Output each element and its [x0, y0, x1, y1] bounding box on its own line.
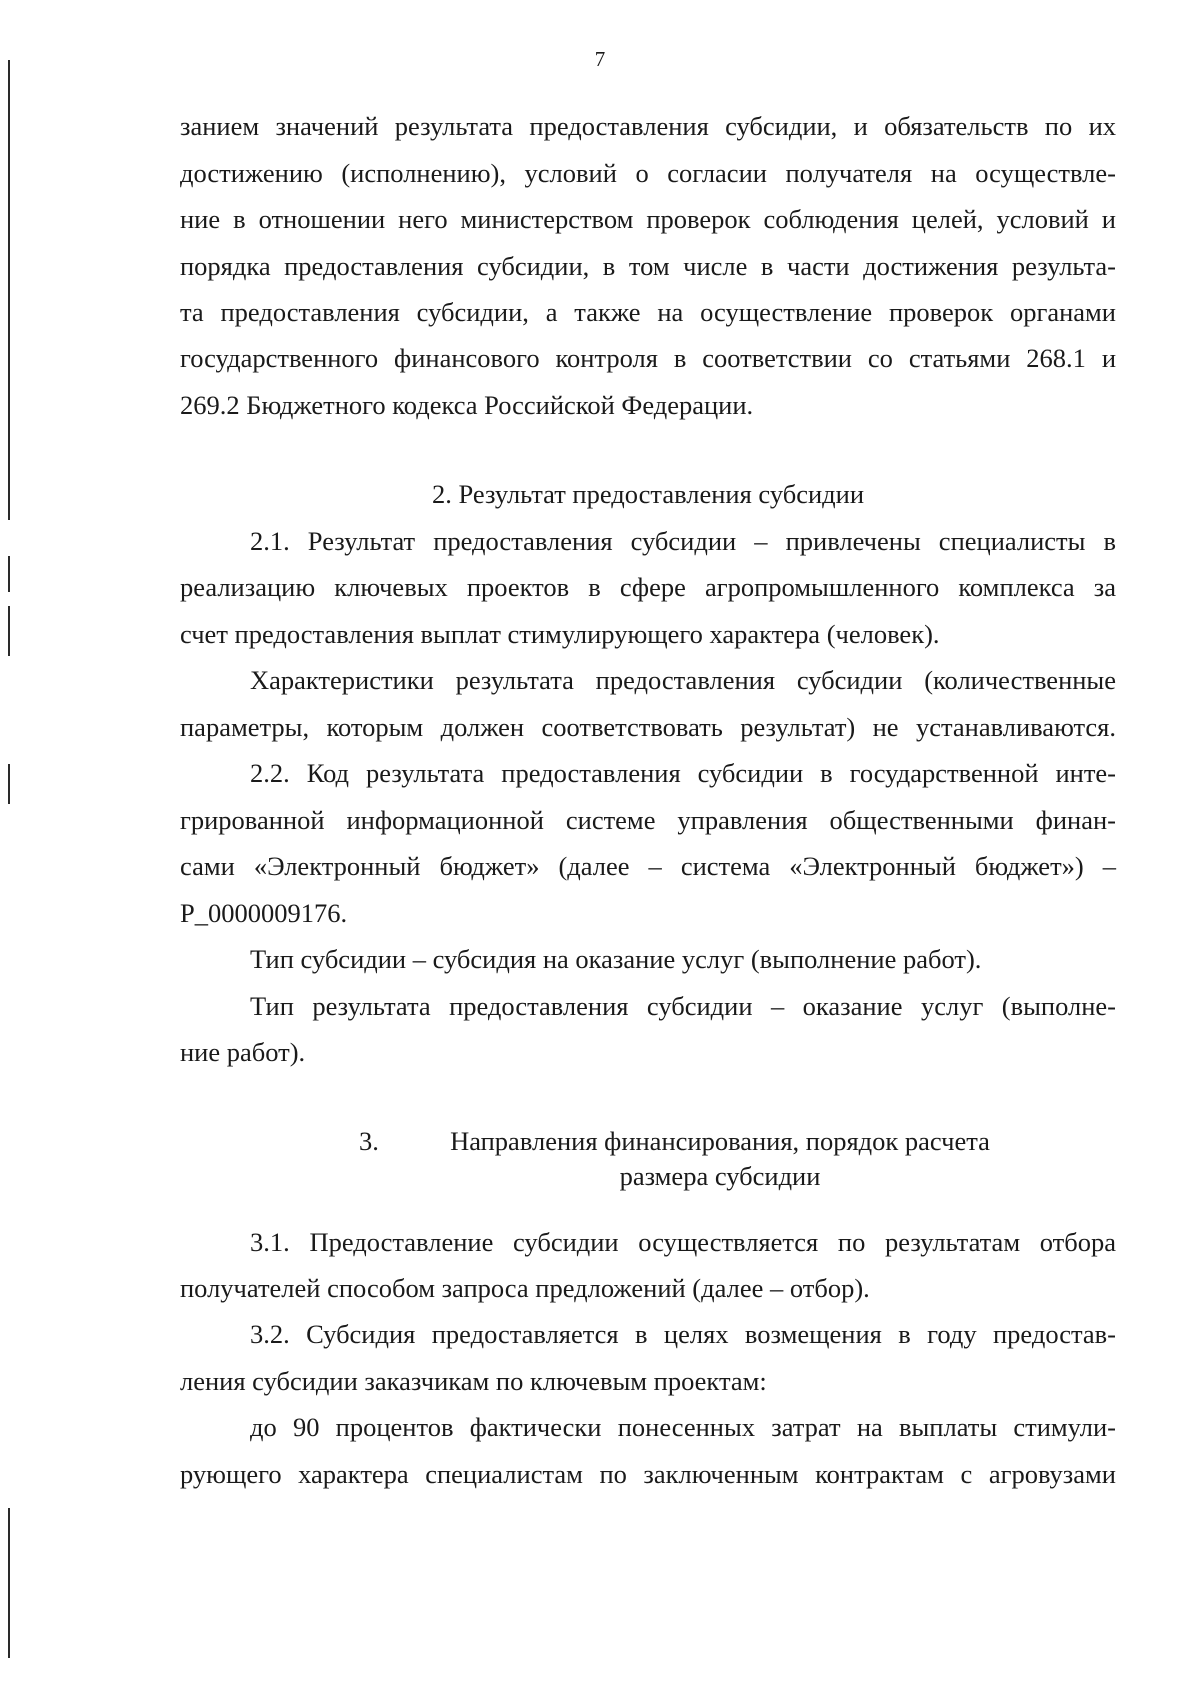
section-heading: размера субсидии: [619, 1161, 821, 1191]
paragraph-line: достижению (исполнению), условий о согласии получателя на осуществле-: [180, 158, 1116, 188]
scan-margin-line: [8, 556, 10, 592]
paragraph-line: ления субсидии заказчикам по ключевым проектам:: [180, 1366, 767, 1396]
paragraph-line: занием значений результата предоставления субсидии, и обязательств по их: [180, 111, 1116, 141]
paragraph-line: 269.2 Бюджетного кодекса Российской Федерации.: [180, 390, 754, 420]
paragraph-line: грированной информационной системе управления общественными финан-: [180, 805, 1116, 835]
section-heading: Направления финансирования, порядок расчета: [450, 1126, 990, 1156]
scan-margin-line: [8, 1508, 10, 1658]
paragraph-line: Характеристики результата предоставления субсидии (количественные: [250, 665, 1116, 695]
section-heading: 2. Результат предоставления субсидии: [431, 479, 865, 509]
paragraph-line: Тип субсидии – субсидия на оказание услуг (выполнение работ).: [250, 944, 982, 974]
paragraph-line: Тип результата предоставления субсидии – оказание услуг (выполне-: [250, 991, 1116, 1021]
paragraph-line: до 90 процентов фактически понесенных затрат на выплаты стимули-: [250, 1412, 1116, 1442]
page-number: 7: [594, 47, 606, 71]
paragraph-line: 3.2. Субсидия предоставляется в целях возмещения в году предостав-: [250, 1319, 1116, 1349]
paragraph-line: государственного финансового контроля в соответствии со статьями 268.1 и: [180, 343, 1116, 373]
paragraph-line: порядка предоставления субсидии, в том числе в части достижения результа-: [180, 251, 1116, 281]
scan-margin-line: [8, 60, 10, 520]
scan-margin-line: [8, 764, 10, 804]
paragraph-line: счет предоставления выплат стимулирующего характера (человек).: [180, 619, 940, 649]
section-heading-number: 3.: [359, 1126, 379, 1156]
paragraph-line: P_0000009176.: [180, 898, 348, 928]
paragraph-line: сами «Электронный бюджет» (далее – система «Электронный бюджет») –: [180, 851, 1116, 881]
paragraph-line: рующего характера специалистам по заключенным контрактам с агровузами: [180, 1459, 1116, 1489]
paragraph-line: 2.1. Результат предоставления субсидии – привлечены специалисты в: [250, 526, 1116, 556]
paragraph-line: получателей способом запроса предложений (далее – отбор).: [180, 1273, 870, 1303]
paragraph-line: та предоставления субсидии, а также на осуществление проверок органами: [180, 297, 1116, 327]
paragraph-line: 2.2. Код результата предоставления субсидии в государственной инте-: [250, 758, 1116, 788]
paragraph-line: 3.1. Предоставление субсидии осуществляется по результатам отбора: [250, 1227, 1116, 1257]
paragraph-line: ние работ).: [180, 1037, 306, 1067]
scan-margin-line: [8, 606, 10, 656]
paragraph-line: реализацию ключевых проектов в сфере агропромышленного комплекса за: [180, 572, 1116, 602]
paragraph-line: ние в отношении него министерством проверок соблюдения целей, условий и: [180, 204, 1116, 234]
paragraph-line: параметры, которым должен соответствовать результат) не устанавливаются.: [180, 712, 1116, 742]
